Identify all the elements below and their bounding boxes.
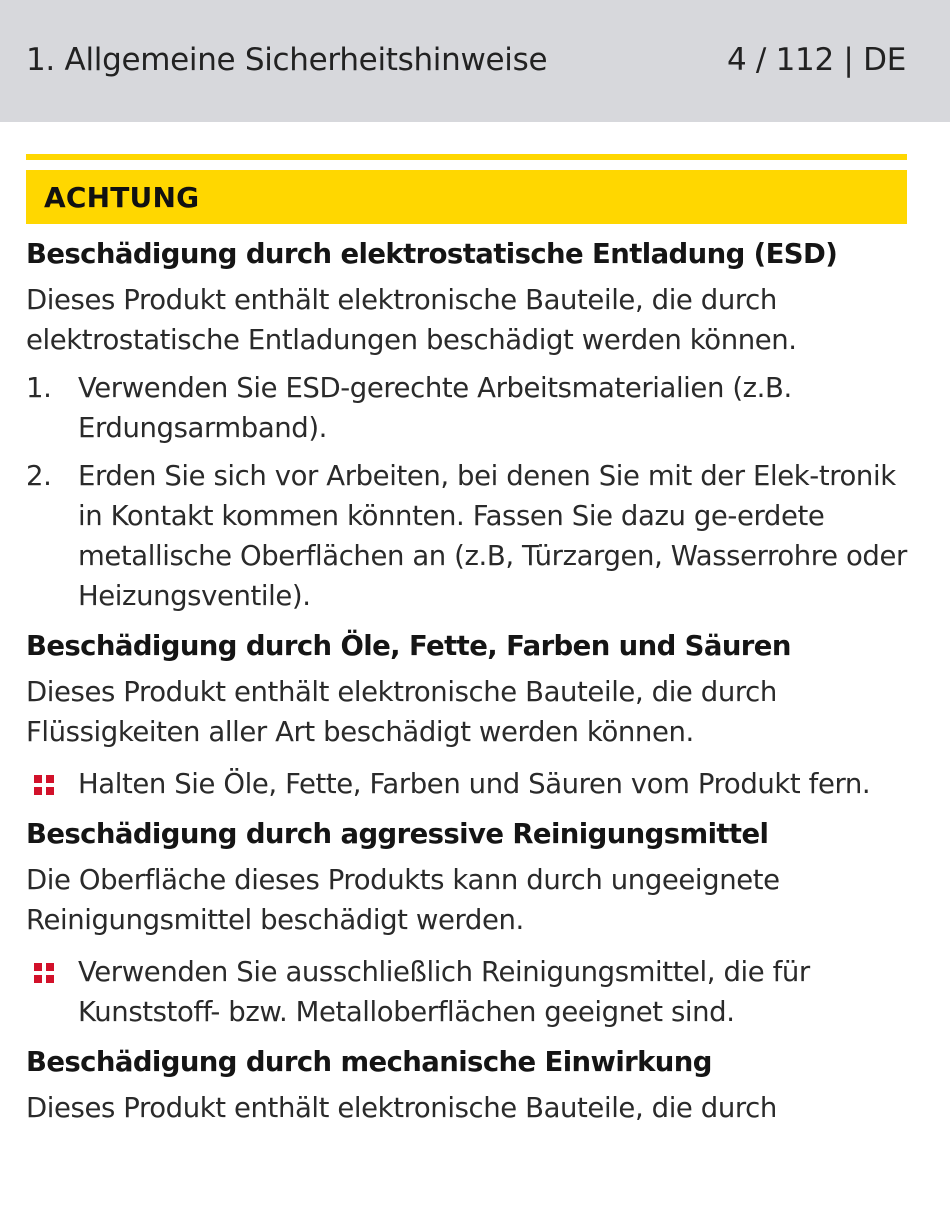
step-text: Erden Sie sich vor Arbeiten, bei denen Sie mit der Elek-tronik in Kontakt kommen könnten. Fassen Sie dazu ge-erdete metallische Oberflächen an (z.B, Türzargen, Wasserrohre oder Heizungsventile).	[78, 460, 907, 612]
step-number: 1.	[26, 372, 52, 404]
document-body	[26, 154, 907, 1128]
section-heading-cleaning: Beschädigung durch aggressive Reinigungsmittel	[26, 818, 769, 850]
bullet-text: Verwenden Sie ausschließlich Reinigungsmittel, die für Kunststoff- bzw. Metalloberflächen geeignet sind.	[78, 956, 810, 1028]
section-heading-oils: Beschädigung durch Öle, Fette, Farben und Säuren	[26, 630, 791, 662]
step-text: Verwenden Sie ESD-gerechte Arbeitsmaterialien (z.B. Erdungsarmband).	[78, 372, 792, 444]
warning-banner	[26, 170, 907, 224]
page-header	[0, 0, 950, 122]
step-number: 2.	[26, 460, 52, 492]
bullet-text: Halten Sie Öle, Fette, Farben und Säuren vom Produkt fern.	[78, 768, 871, 800]
numbered-step	[26, 456, 907, 616]
chapter-title: 1. Allgemeine Sicherheitshinweise	[26, 42, 548, 78]
warning-top-rule	[26, 154, 907, 160]
bullet-item	[26, 764, 907, 804]
section-heading-esd: Beschädigung durch elektrostatische Entladung (ESD)	[26, 238, 838, 270]
section-heading-mechanical: Beschädigung durch mechanische Einwirkung	[26, 1046, 712, 1078]
numbered-step	[26, 368, 907, 448]
section-text-mechanical: Dieses Produkt enthält elektronische Bauteile, die durch	[26, 1092, 777, 1124]
red-square-bullet-icon	[34, 963, 54, 983]
bullet-item	[26, 952, 907, 1032]
section-text-esd: Dieses Produkt enthält elektronische Bauteile, die durch elektrostatische Entladungen beschädigt werden können.	[26, 284, 797, 356]
warning-label: ACHTUNG	[44, 180, 200, 214]
red-square-bullet-icon	[34, 775, 54, 795]
section-text-cleaning: Die Oberfläche dieses Produkts kann durch ungeeignete Reinigungsmittel beschädigt werden.	[26, 864, 780, 936]
section-text-oils: Dieses Produkt enthält elektronische Bauteile, die durch Flüssigkeiten aller Art beschädigt werden können.	[26, 676, 777, 748]
page-number: 4 / 112 | DE	[726, 42, 906, 78]
